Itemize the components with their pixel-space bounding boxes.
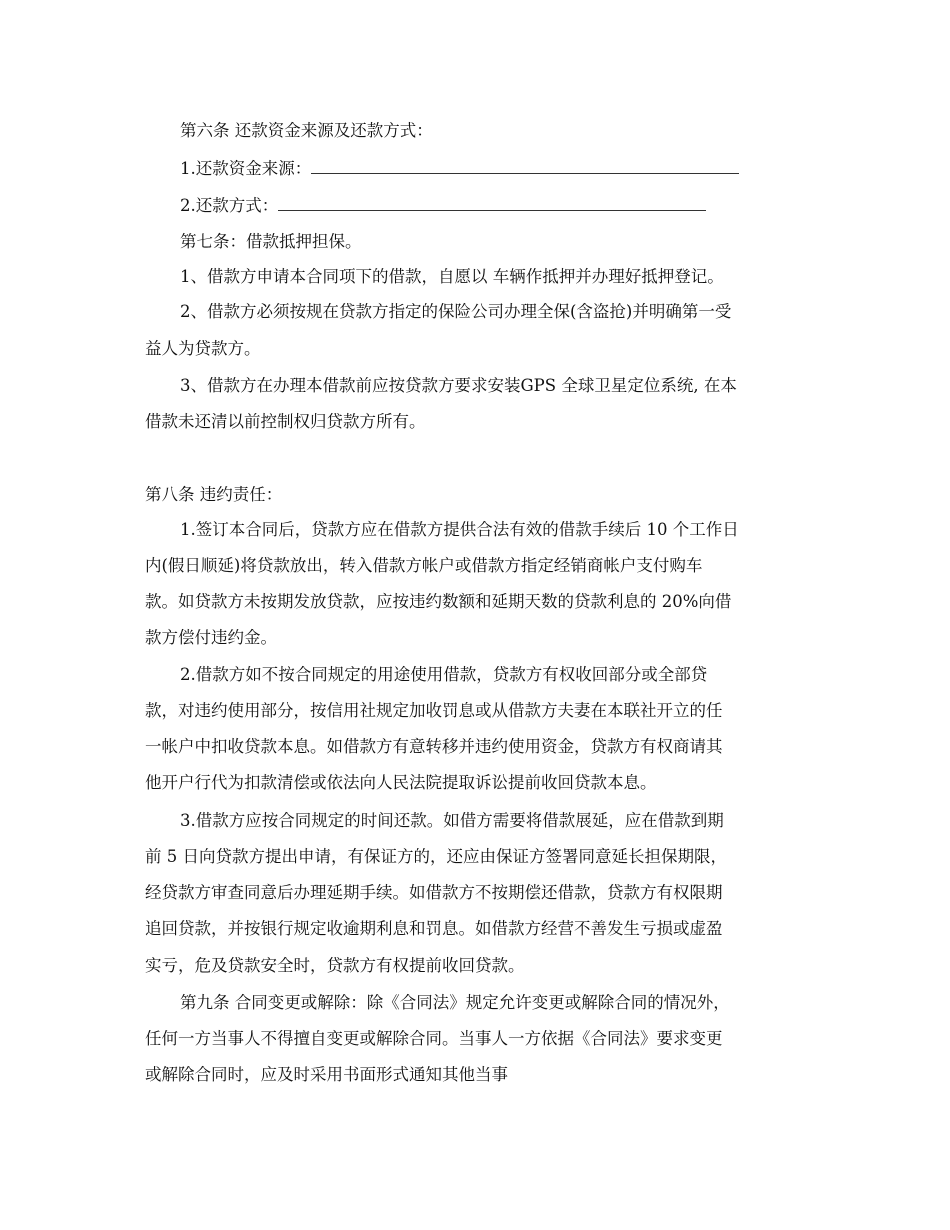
article-8-p2-line2: 款，对违约使用部分，按信用社规定加收罚息或从借款方夫妻在本联社开立的任 (145, 701, 723, 720)
article-8-p2-line3: 一帐户中扣收贷款本息。如借款方有意转移并违约使用资金，贷款方有权商请其 (145, 737, 723, 756)
article-7-p3-line1: 3、借款方在办理本借款前应按贷款方要求安装GPS 全球卫星定位系统, 在本 (180, 376, 737, 395)
repayment-method-line (180, 195, 706, 217)
article-9-line1: 第九条 合同变更或解除：除《合同法》规定允许变更或解除合同的情况外， (180, 993, 730, 1012)
article-6-heading: 第六条 还款资金来源及还款方式： (180, 121, 433, 140)
article-8-p3-line1: 3.借款方应按合同规定的时间还款。如借方需要将借款展延，应在借款到期 (180, 811, 724, 830)
article-9-line3: 或解除合同时，应及时采用书面形式通知其他当事 (145, 1065, 508, 1084)
article-8-heading: 第八条 违约责任： (145, 485, 283, 504)
article-8-p2-line1: 2.借款方如不按合同规定的用途使用借款，贷款方有权收回部分或全部贷 (180, 665, 708, 684)
article-8-p1-line1: 1.签订本合同后，贷款方应在借款方提供合法有效的借款手续后 10 个工作日 (180, 520, 739, 539)
article-8-p1-line3: 款。如贷款方未按期发放贷款，应按违约数额和延期天数的贷款利息的 20%向借 (145, 592, 732, 611)
repayment-source-label: 1.还款资金来源： (180, 159, 312, 178)
article-7-p1: 1、借款方申请本合同项下的借款，自愿以 车辆作抵押并办理好抵押登记。 (180, 267, 724, 286)
article-8-p3-line2: 前 5 日向贷款方提出申请，有保证方的，还应由保证方签署同意延长担保期限， (145, 847, 727, 866)
article-8-p3-line5: 实亏，危及贷款安全时，贷款方有权提前收回贷款。 (145, 956, 525, 975)
article-8-p3-line3: 经贷款方审查同意后办理延期手续。如借款方不按期偿还借款，贷款方有权限期 (145, 883, 723, 902)
article-7-heading: 第七条：借款抵押担保。 (180, 232, 362, 251)
article-8-p2-line4: 他开户行代为扣款清偿或依法向人民法院提取诉讼提前收回贷款本息。 (145, 773, 657, 792)
article-8-p1-line2: 内(假日顺延)将贷款放出，转入借款方帐户或借款方指定经销商帐户支付购车 (145, 556, 703, 575)
article-7-p2-line2: 益人为贷款方。 (145, 339, 261, 358)
repayment-method-blank (278, 196, 706, 211)
article-8-p1-line4: 款方偿付违约金。 (145, 628, 277, 647)
repayment-source-blank (311, 159, 739, 174)
repayment-method-label: 2.还款方式： (180, 196, 279, 215)
article-7-p2-line1: 2、借款方必须按规在贷款方指定的保险公司办理全保(含盗抢)并明确第一受 (180, 302, 732, 321)
article-8-p3-line4: 追回贷款，并按银行规定收逾期利息和罚息。如借款方经营不善发生亏损或虚盈 (145, 919, 723, 938)
repayment-source-line (180, 158, 739, 180)
article-9-line2: 任何一方当事人不得擅自变更或解除合同。当事人一方依据《合同法》要求变更 (145, 1029, 723, 1048)
article-7-p3-line2: 借款未还清以前控制权归贷款方所有。 (145, 412, 426, 431)
